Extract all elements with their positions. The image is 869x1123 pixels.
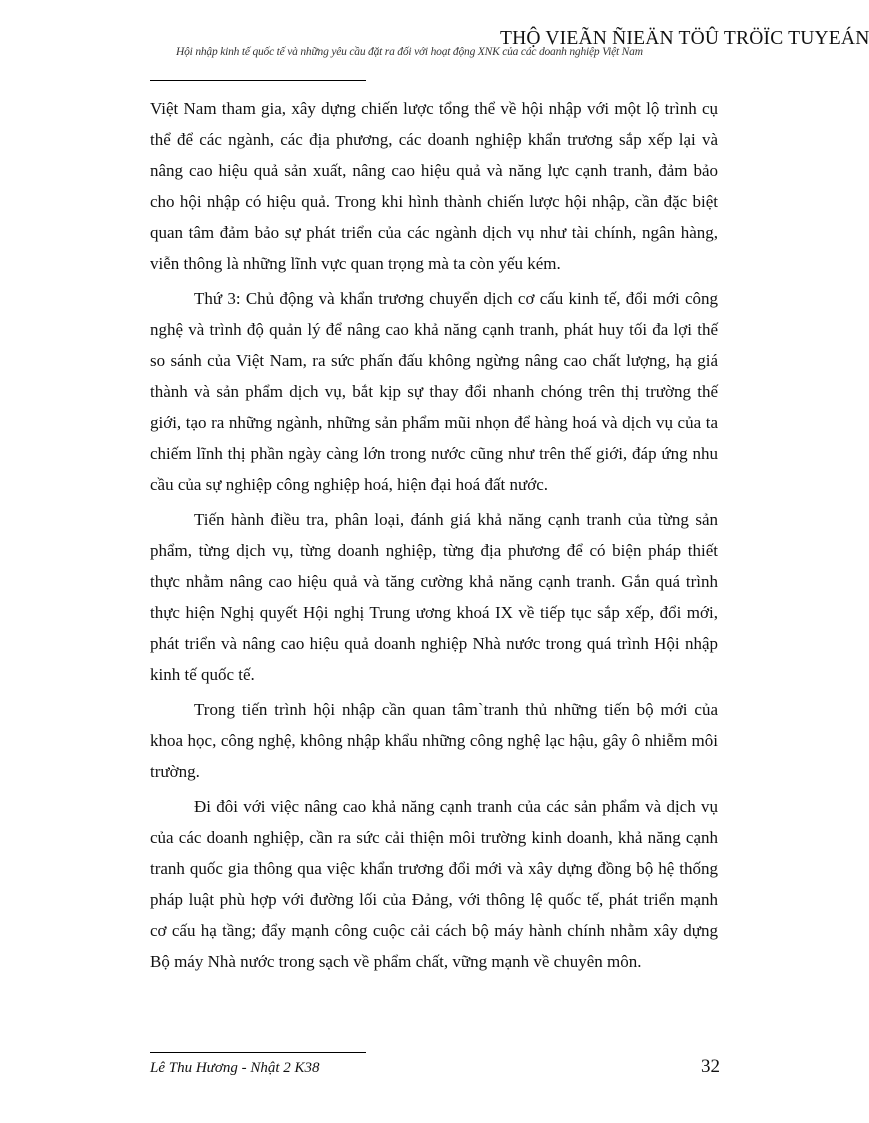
paragraph: Thứ 3: Chủ động và khẩn trương chuyển dịch cơ cấu kinh tế, đổi mới công nghệ và trình độ quản lý để nâng cao khả năng cạnh tranh, phát huy tối đa lợi thế so sánh của Việt Nam, ra sức phấn đấu không ngừng nâng cao chất lượng, hạ giá thành và sản phẩm dịch vụ, bắt kịp sự thay đổi nhanh chóng trên thị trường thế giới, tạo ra những ngành, những sản phẩm mũi nhọn để hàng hoá và dịch vụ của ta chiếm lĩnh thị phần ngày càng lớn trong nước cũng như trên thế giới, đáp ứng nhu cầu của sự nghiệp công nghiệp hoá, hiện đại hoá đất nước.	[150, 289, 718, 494]
footer-author: Lê Thu Hương - Nhật 2 K38	[150, 1060, 320, 1076]
paragraph: Đi đôi với việc nâng cao khả năng cạnh tranh của các sản phẩm và dịch vụ của các doanh nghiệp, cần ra sức cải thiện môi trường kinh doanh, khả năng cạnh tranh quốc gia thông qua việc khẩn trương đổi mới và xây dựng đồng bộ hệ thống pháp luật phù hợp với đường lối của Đảng, với thông lệ quốc tế, phát triển mạnh cơ cấu hạ tầng; đẩy mạnh công cuộc cải cách bộ máy hành chính nhằm xây dựng Bộ máy Nhà nước trong sạch về phẩm chất, vững mạnh về chuyên môn.	[150, 797, 718, 971]
page-number: 32	[701, 1056, 720, 1077]
footer-divider	[150, 1052, 366, 1053]
page-body	[150, 93, 718, 981]
paragraph-continued: Việt Nam tham gia, xây dựng chiến lược tổng thể về hội nhập với một lộ trình cụ thể để các ngành, các địa phương, các doanh nghiệp khẩn trương sắp xếp lại và nâng cao hiệu quả sản xuất, nâng cao hiệu quả và năng lực cạnh tranh, đảm bảo cho hội nhập có hiệu quả. Trong khi hình thành chiến lược hội nhập, cần đặc biệt quan tâm đảm bảo sự phát triển của các ngành dịch vụ như tài chính, ngân hàng, viễn thông là những lĩnh vực quan trọng mà ta còn yếu kém.	[150, 99, 718, 273]
library-watermark: THỘ VIEÃN ÑIEÄN TÖÛ TRÖÏC TUYEÁN	[500, 28, 869, 49]
paragraph: Tiến hành điều tra, phân loại, đánh giá khả năng cạnh tranh của từng sản phẩm, từng dịch vụ, từng doanh nghiệp, từng địa phương để có biện pháp thiết thực nhằm nâng cao hiệu quả và tăng cường khả năng cạnh tranh. Gắn quá trình thực hiện Nghị quyết Hội nghị Trung ương khoá IX về tiếp tục sắp xếp, đổi mới, phát triển và nâng cao hiệu quả doanh nghiệp Nhà nước trong quá trình Hội nhập kinh tế quốc tế.	[150, 510, 718, 684]
paragraph: Trong tiến trình hội nhập cần quan tâm`tranh thủ những tiến bộ mới của khoa học, công nghệ, không nhập khẩu những công nghệ lạc hậu, gây ô nhiễm môi trường.	[150, 700, 718, 781]
running-header: Hội nhập kinh tế quốc tế và những yêu cầu đặt ra đối với hoạt động XNK của các doanh nghiệp Việt Nam	[176, 46, 643, 58]
header-divider	[150, 80, 366, 81]
